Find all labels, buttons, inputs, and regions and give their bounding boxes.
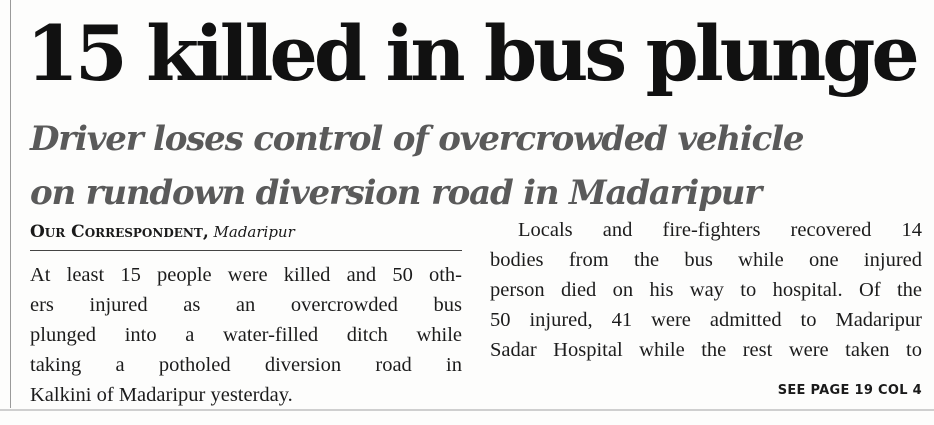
subheadline-line: Driver loses control of overcrowded vehicle [30, 119, 804, 159]
subheadline [30, 112, 930, 220]
body-column-right [490, 215, 922, 365]
column-divider-rule [10, 0, 11, 408]
subheadline-line: on rundown diversion road in Madaripur [30, 173, 761, 213]
body-line: Kalkini of Madaripur yesterday. [30, 384, 293, 406]
byline-separator: , [202, 222, 209, 242]
body-line: plunged into a water-filled ditch while [30, 324, 462, 346]
body-line: bodies from the bus while one injured [490, 249, 922, 271]
bottom-border [0, 409, 934, 411]
body-line: ers injured as an overcrowded bus [30, 294, 462, 316]
body-line: taking a potholed diversion road in [30, 354, 462, 376]
byline-location: Madaripur [213, 223, 295, 241]
headline: 15 killed in bus plunge [26, 9, 916, 98]
body-line: Sadar Hospital while the rest were taken to [490, 339, 922, 361]
body-column-left [30, 260, 462, 410]
byline-author: Our Correspondent [30, 222, 203, 242]
continuation-note: SEE PAGE 19 COL 4 [777, 383, 922, 398]
body-line: 50 injured, 41 were admitted to Madaripur [490, 309, 922, 331]
body-line: At least 15 people were killed and 50 oth- [30, 264, 462, 286]
body-line: Locals and fire-fighters recovered 14 [518, 219, 922, 241]
byline [30, 220, 295, 244]
byline-rule [30, 250, 462, 251]
body-line: person died on his way to hospital. Of the [490, 279, 922, 301]
